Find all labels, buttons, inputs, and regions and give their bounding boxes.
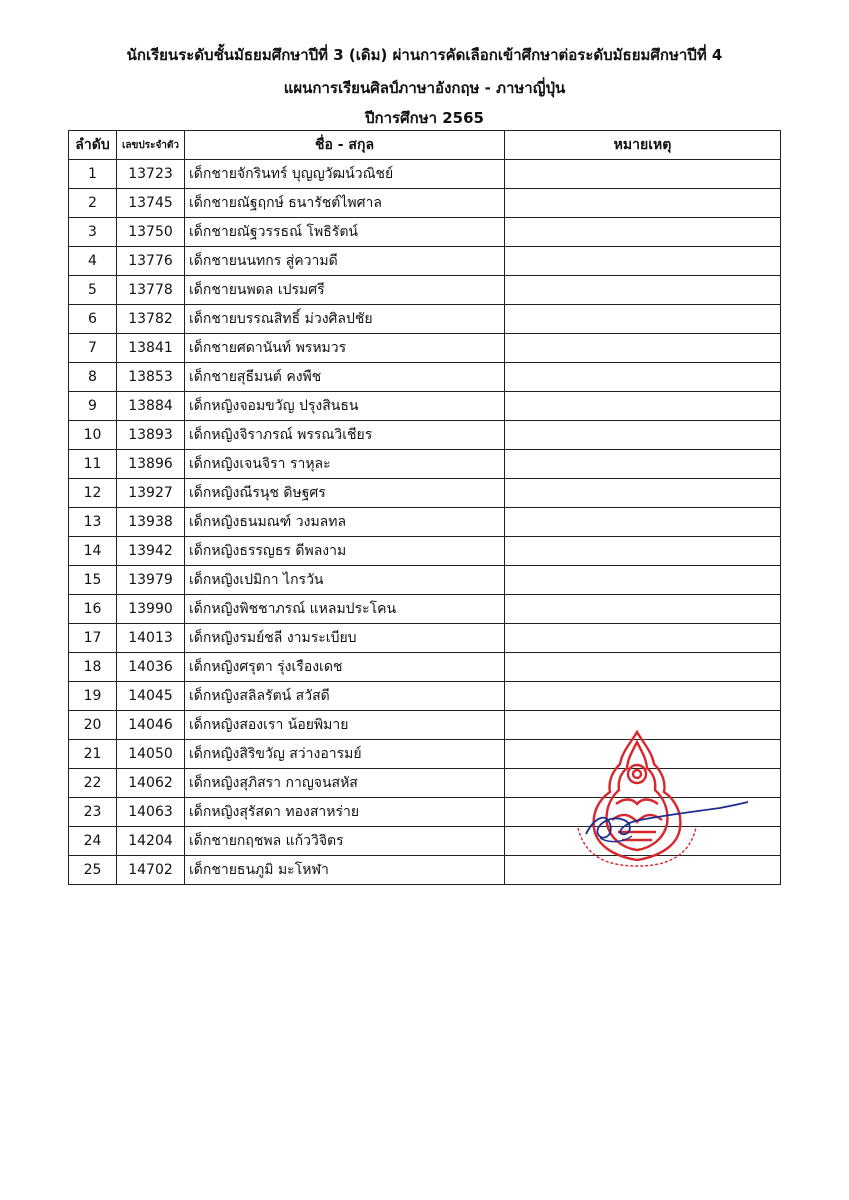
remark xyxy=(505,392,781,421)
student-id: 13776 xyxy=(117,247,185,276)
table-row xyxy=(69,305,781,334)
remark xyxy=(505,276,781,305)
study-program-title: แผนการเรียนศิลป์ภาษาอังกฤษ - ภาษาญี่ปุ่น xyxy=(283,79,566,97)
student-id: 13745 xyxy=(117,189,185,218)
academic-year-title: ปีการศึกษา 2565 xyxy=(365,109,484,127)
table-row xyxy=(69,276,781,305)
student-name: เด็กชายศดานันท์ พรหมวร xyxy=(185,334,505,363)
row-number: 9 xyxy=(69,392,117,421)
table-row xyxy=(69,247,781,276)
remark xyxy=(505,566,781,595)
student-id: 13782 xyxy=(117,305,185,334)
table-row xyxy=(69,479,781,508)
student-name: เด็กชายนพดล เปรมศรี xyxy=(185,276,505,305)
signature xyxy=(580,800,750,850)
student-id: 14013 xyxy=(117,624,185,653)
remark xyxy=(505,218,781,247)
remark xyxy=(505,247,781,276)
row-number: 18 xyxy=(69,653,117,682)
row-number: 23 xyxy=(69,798,117,827)
row-number: 16 xyxy=(69,595,117,624)
row-number: 14 xyxy=(69,537,117,566)
row-number: 5 xyxy=(69,276,117,305)
student-name: เด็กชายนนทกร สู่ความดี xyxy=(185,247,505,276)
table-row xyxy=(69,595,781,624)
table-row xyxy=(69,450,781,479)
student-id: 13979 xyxy=(117,566,185,595)
student-name: เด็กหญิงสลิลรัตน์ สวัสดี xyxy=(185,682,505,711)
table-row xyxy=(69,218,781,247)
student-name: เด็กหญิงธรรญธร ดีพลงาม xyxy=(185,537,505,566)
student-id: 13750 xyxy=(117,218,185,247)
row-number: 19 xyxy=(69,682,117,711)
student-id: 13884 xyxy=(117,392,185,421)
student-name: เด็กชายบรรณสิทธิ์ ม่วงศิลปชัย xyxy=(185,305,505,334)
student-id: 14063 xyxy=(117,798,185,827)
remark xyxy=(505,334,781,363)
remark xyxy=(505,363,781,392)
student-id: 13927 xyxy=(117,479,185,508)
student-name: เด็กหญิงธนมณฑ์ วงมลทล xyxy=(185,508,505,537)
remark xyxy=(505,305,781,334)
remark xyxy=(505,160,781,189)
student-id: 14046 xyxy=(117,711,185,740)
student-id: 13723 xyxy=(117,160,185,189)
table-header-row xyxy=(69,131,781,160)
remark xyxy=(505,624,781,653)
student-id: 14036 xyxy=(117,653,185,682)
student-name: เด็กหญิงสุภิสรา กาญจนสหัส xyxy=(185,769,505,798)
student-name: เด็กหญิงศรุตา รุ่งเรืองเดช xyxy=(185,653,505,682)
student-name: เด็กหญิงจิราภรณ์ พรรณวิเชียร xyxy=(185,421,505,450)
remark xyxy=(505,508,781,537)
header-name: ชื่อ - สกุล xyxy=(185,131,505,160)
row-number: 24 xyxy=(69,827,117,856)
row-number: 6 xyxy=(69,305,117,334)
table-row xyxy=(69,653,781,682)
row-number: 7 xyxy=(69,334,117,363)
remark xyxy=(505,450,781,479)
student-name: เด็กหญิงสิริขวัญ สว่างอารมย์ xyxy=(185,740,505,769)
row-number: 20 xyxy=(69,711,117,740)
table-row xyxy=(69,682,781,711)
student-name: เด็กหญิงพิชชาภรณ์ แหลมประโคน xyxy=(185,595,505,624)
table-row xyxy=(69,537,781,566)
row-number: 25 xyxy=(69,856,117,885)
student-id: 13778 xyxy=(117,276,185,305)
student-name: เด็กชายกฤชพล แก้ววิจิตร xyxy=(185,827,505,856)
row-number: 2 xyxy=(69,189,117,218)
student-id: 13853 xyxy=(117,363,185,392)
student-id: 14050 xyxy=(117,740,185,769)
student-name: เด็กหญิงเจนจิรา ราหุละ xyxy=(185,450,505,479)
student-id: 13942 xyxy=(117,537,185,566)
student-id: 14062 xyxy=(117,769,185,798)
student-id: 13938 xyxy=(117,508,185,537)
remark xyxy=(505,189,781,218)
student-name: เด็กหญิงสุรัสดา ทองสาหร่าย xyxy=(185,798,505,827)
header-remark: หมายเหตุ xyxy=(505,131,781,160)
student-name: เด็กชายณัฐวรรธณ์ โพธิรัตน์ xyxy=(185,218,505,247)
row-number: 22 xyxy=(69,769,117,798)
row-number: 12 xyxy=(69,479,117,508)
row-number: 4 xyxy=(69,247,117,276)
table-row xyxy=(69,189,781,218)
row-number: 15 xyxy=(69,566,117,595)
table-row xyxy=(69,392,781,421)
student-id: 13990 xyxy=(117,595,185,624)
remark xyxy=(505,682,781,711)
row-number: 11 xyxy=(69,450,117,479)
student-name: เด็กหญิงจอมขวัญ ปรุงสินธน xyxy=(185,392,505,421)
table-row xyxy=(69,334,781,363)
table-row xyxy=(69,363,781,392)
student-name: เด็กชายธนภูมิ มะโหฬา xyxy=(185,856,505,885)
row-number: 17 xyxy=(69,624,117,653)
table-row xyxy=(69,624,781,653)
student-name: เด็กหญิงสองเรา น้อยพิมาย xyxy=(185,711,505,740)
student-name: เด็กชายณัฐฤกษ์ ธนารัชต์ไพศาล xyxy=(185,189,505,218)
student-name: เด็กหญิงเปมิกา ไกรวัน xyxy=(185,566,505,595)
student-name: เด็กชายจักรินทร์ บุญญวัฒน์วณิชย์ xyxy=(185,160,505,189)
remark xyxy=(505,421,781,450)
table-row xyxy=(69,566,781,595)
student-name: เด็กหญิงรมย์ชลี งามระเบียบ xyxy=(185,624,505,653)
row-number: 10 xyxy=(69,421,117,450)
remark xyxy=(505,653,781,682)
row-number: 13 xyxy=(69,508,117,537)
header-student-id: เลขประจำตัว xyxy=(117,131,185,160)
remark xyxy=(505,537,781,566)
student-name: เด็กหญิงณีรนุช ดิษฐศร xyxy=(185,479,505,508)
student-id: 13841 xyxy=(117,334,185,363)
student-id: 14204 xyxy=(117,827,185,856)
remark xyxy=(505,479,781,508)
table-row xyxy=(69,508,781,537)
student-id: 14045 xyxy=(117,682,185,711)
row-number: 21 xyxy=(69,740,117,769)
document-title: นักเรียนระดับชั้นมัธยมศึกษาปีที่ 3 (เดิม) ผ่านการคัดเลือกเข้าศึกษาต่อระดับมัธยมศึกษาปีที่ 4 xyxy=(126,46,723,64)
student-id: 13893 xyxy=(117,421,185,450)
row-number: 3 xyxy=(69,218,117,247)
table-row xyxy=(69,421,781,450)
table-row xyxy=(69,160,781,189)
row-number: 1 xyxy=(69,160,117,189)
student-id: 14702 xyxy=(117,856,185,885)
student-id: 13896 xyxy=(117,450,185,479)
remark xyxy=(505,595,781,624)
row-number: 8 xyxy=(69,363,117,392)
student-name: เด็กชายสุธีมนต์ คงพืช xyxy=(185,363,505,392)
header-no: ลำดับ xyxy=(69,131,117,160)
